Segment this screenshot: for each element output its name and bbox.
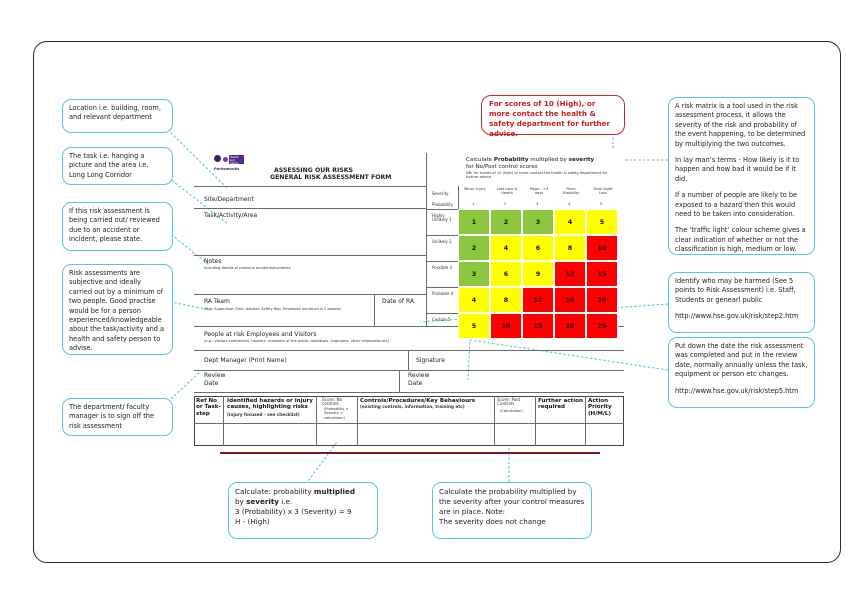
matrix-cell: 16: [554, 287, 586, 313]
note-harm-link: http://www.hse.gov.uk/risk/step2.htm: [675, 312, 799, 321]
note-calc-pre: [228, 482, 378, 539]
logo-badge-text: Health and Safety: [230, 156, 239, 165]
calc1-c: by: [235, 497, 247, 506]
notes-sublabel: Including details of previous accidents/incidents: [204, 266, 291, 270]
note-matrix-p4: The ‘traffic light’ colour scheme gives a clear indication of whether or not the classification is high, medium or low.: [675, 226, 806, 254]
calc1-f: 3 (Probability) x 3 (Severity) = 9: [235, 507, 352, 516]
matrix-cell: 12: [554, 261, 586, 287]
col-priority: Action Priority (H/M/L): [588, 398, 612, 417]
calc1-e: i.e.: [278, 497, 293, 506]
date-of-ra-label: Date of RA: [382, 298, 414, 305]
note-task: [62, 147, 173, 185]
matrix-calc-text: Calculate Probability multiplied by severity: [466, 157, 595, 163]
col-further-action: Further action required: [538, 398, 583, 411]
form-title-1: ASSESSING OUR RISKS: [274, 167, 353, 174]
matrix-cell: 3: [522, 209, 554, 235]
matrix-cell: 5: [458, 313, 490, 339]
calc1-g: H - (High): [235, 517, 270, 526]
note-review-reason: [62, 202, 173, 251]
review-date-2-label: Review Date: [408, 372, 430, 387]
note-review-reason-text: If this risk assessment is being carried out/ reviewed due to an accident or incident, please state.: [69, 207, 160, 244]
severity-heading: Perm Disability: [562, 187, 580, 196]
note-calc-post: [432, 482, 592, 539]
matrix-cell: 9: [522, 261, 554, 287]
matrix-cell: 4: [490, 235, 522, 261]
matrix-cell: 25: [586, 313, 618, 339]
severity-heading: Lost time & Health: [496, 187, 518, 196]
matrix-cell: 5: [586, 209, 618, 235]
severity-number: 5: [600, 202, 603, 206]
logo-text: Portsmouth: [214, 166, 240, 171]
severity-heading: Major - >3 days: [529, 187, 549, 196]
matrix-cell: 6: [522, 235, 554, 261]
matrix-cell: 2: [490, 209, 522, 235]
matrix-calc-text3: for No/Post control scores: [466, 164, 538, 170]
note-manager: [62, 398, 173, 436]
matrix-cell: 4: [554, 209, 586, 235]
people-at-risk-label: People at risk Employees and Visitors: [204, 331, 317, 338]
severity-heading: Minor Injury: [464, 187, 486, 191]
probability-heading: Possible 3: [432, 265, 452, 270]
severity-number: 3: [536, 202, 539, 206]
calc2-text: Calculate the probability multiplied by the severity after your control measures are in place. Note:: [439, 487, 585, 516]
col-score-post: Score: Post Controls: [497, 397, 521, 407]
col-hazards: Identified hazards or injury causes, highlighting risks: [227, 398, 313, 411]
note-date-text: Put down the date the risk assessment was completed and put in the review date, normally annually unless the task, equipment or person etc changes.: [675, 342, 808, 379]
col-score-no: Score: No controls: [322, 397, 343, 407]
calc2-note: The severity does not change: [439, 517, 546, 526]
note-date-link: http://www.hse.gov.uk/risk/step5.htm: [675, 386, 799, 395]
warning-text: For scores of 10 (High), or more contact the health & safety department for further advice.: [489, 99, 611, 138]
logo-icon: [214, 155, 221, 162]
note-subjective-text: Risk assessments are subjective and ideally carried out by a minimum of two people. Good practise would be for a person experienced/knowledgeable about the task/activity and a health and safety person to advise.: [69, 269, 165, 353]
col-controls: Controls/Procedures/Key Behaviours: [360, 398, 476, 404]
note-location: [62, 99, 173, 133]
matrix-cell: 8: [554, 235, 586, 261]
severity-number: 4: [568, 202, 571, 206]
note-subjective: [62, 264, 173, 355]
col-score-no-sub: (Probability × Severity = calculation): [324, 407, 349, 420]
matrix-cell: 15: [586, 261, 618, 287]
notes-label: Notes: [204, 258, 222, 265]
matrix-cell: 10: [586, 235, 618, 261]
probability-heading: Probable 4: [432, 291, 454, 296]
severity-number: 1: [472, 202, 475, 206]
matrix-cell: 6: [490, 261, 522, 287]
note-manager-text: The department/ faculty manager is to sign off the risk assessment: [69, 403, 155, 430]
matrix-cell: 20: [554, 313, 586, 339]
risk-assessment-form: [194, 153, 624, 448]
note-task-text: The task i.e. hanging a picture and the area i.e. Long Long Corridor: [69, 152, 149, 179]
logo-dot-icon: [223, 157, 228, 162]
matrix-cell: 8: [490, 287, 522, 313]
signature-label: Signature: [416, 357, 445, 364]
col-ref: Ref No or Task-step: [196, 398, 221, 417]
dept-manager-label: Dept Manager (Print Name): [204, 357, 287, 364]
calc1-b: multiplied: [313, 487, 355, 496]
note-dates: [668, 337, 815, 408]
matrix-cell: 2: [458, 235, 490, 261]
matrix-cell: 1: [458, 209, 490, 235]
probability-heading: Unlikely 2: [432, 239, 452, 244]
ra-team-label: RA Team: [204, 298, 230, 305]
task-activity-label: Task/Activity/Area: [204, 212, 258, 219]
warning-callout: [481, 95, 625, 138]
note-matrix-p2: In lay man’s terms - How likely is it to happen and how bad it would be if it did.: [675, 156, 800, 183]
col-score-post-sub: (Calculation): [500, 409, 523, 413]
probability-label: Probability: [432, 202, 454, 207]
calc1-d: severity: [246, 497, 279, 506]
severity-label: Severity: [432, 191, 449, 196]
matrix-cell: 4: [458, 287, 490, 313]
matrix-cell: 12: [522, 287, 554, 313]
matrix-cell: 15: [522, 313, 554, 339]
site-department-label: Site/Department: [204, 196, 254, 203]
note-matrix-p1: A risk matrix is a tool used in the risk assessment process, it allows the severity of the risk and probability of the event happening, to be determined by multiplying the two outcomes.: [675, 102, 806, 148]
matrix-cell: 20: [586, 287, 618, 313]
severity-heading: Fatal Sight Loss: [593, 187, 613, 196]
note-risk-matrix: [668, 97, 815, 255]
note-matrix-p3: If a number of people are likely to be exposed to a hazard then this would need to be taken into consideration.: [675, 191, 798, 219]
logo-badge: [229, 155, 244, 164]
col-hazards-sub: (injury focused - see checklist): [227, 412, 300, 417]
people-at-risk-sublabel: (e.g.: visitors contractors. hauliers. members of the public. operators. engineers. other employees etc): [204, 339, 390, 343]
form-title-2: GENERAL RISK ASSESSMENT FORM: [270, 174, 392, 181]
matrix-cell: 10: [490, 313, 522, 339]
note-who-harmed: [668, 272, 815, 333]
matrix-calc-nb: NB: for scores of 10 (high) or more contact the health & safety department for further advice: [466, 171, 608, 180]
review-date-label: Review Date: [204, 372, 226, 387]
form-bottom-bar: [220, 452, 600, 454]
severity-number: 2: [504, 202, 507, 206]
matrix-cell: 3: [458, 261, 490, 287]
note-location-text: Location i.e. building, room, and relevant department: [69, 104, 161, 122]
ra-team-sublabel: (Mgr. Supervisor. Emtl. Adviser. Safety Rep. Employee minimum is 2 people): [204, 307, 342, 311]
probability-heading: Highly Unlikely 1: [432, 213, 452, 223]
col-controls-sub: (existing controls, information, training etc): [360, 404, 465, 409]
calc1-a: Calculate: probability: [235, 487, 314, 496]
note-harm-text: Identify who may be harmed (See 5 points to Risk Assessment) i.e. Staff, Students or genearl public: [675, 277, 796, 304]
probability-heading: Certain 5: [432, 317, 451, 322]
